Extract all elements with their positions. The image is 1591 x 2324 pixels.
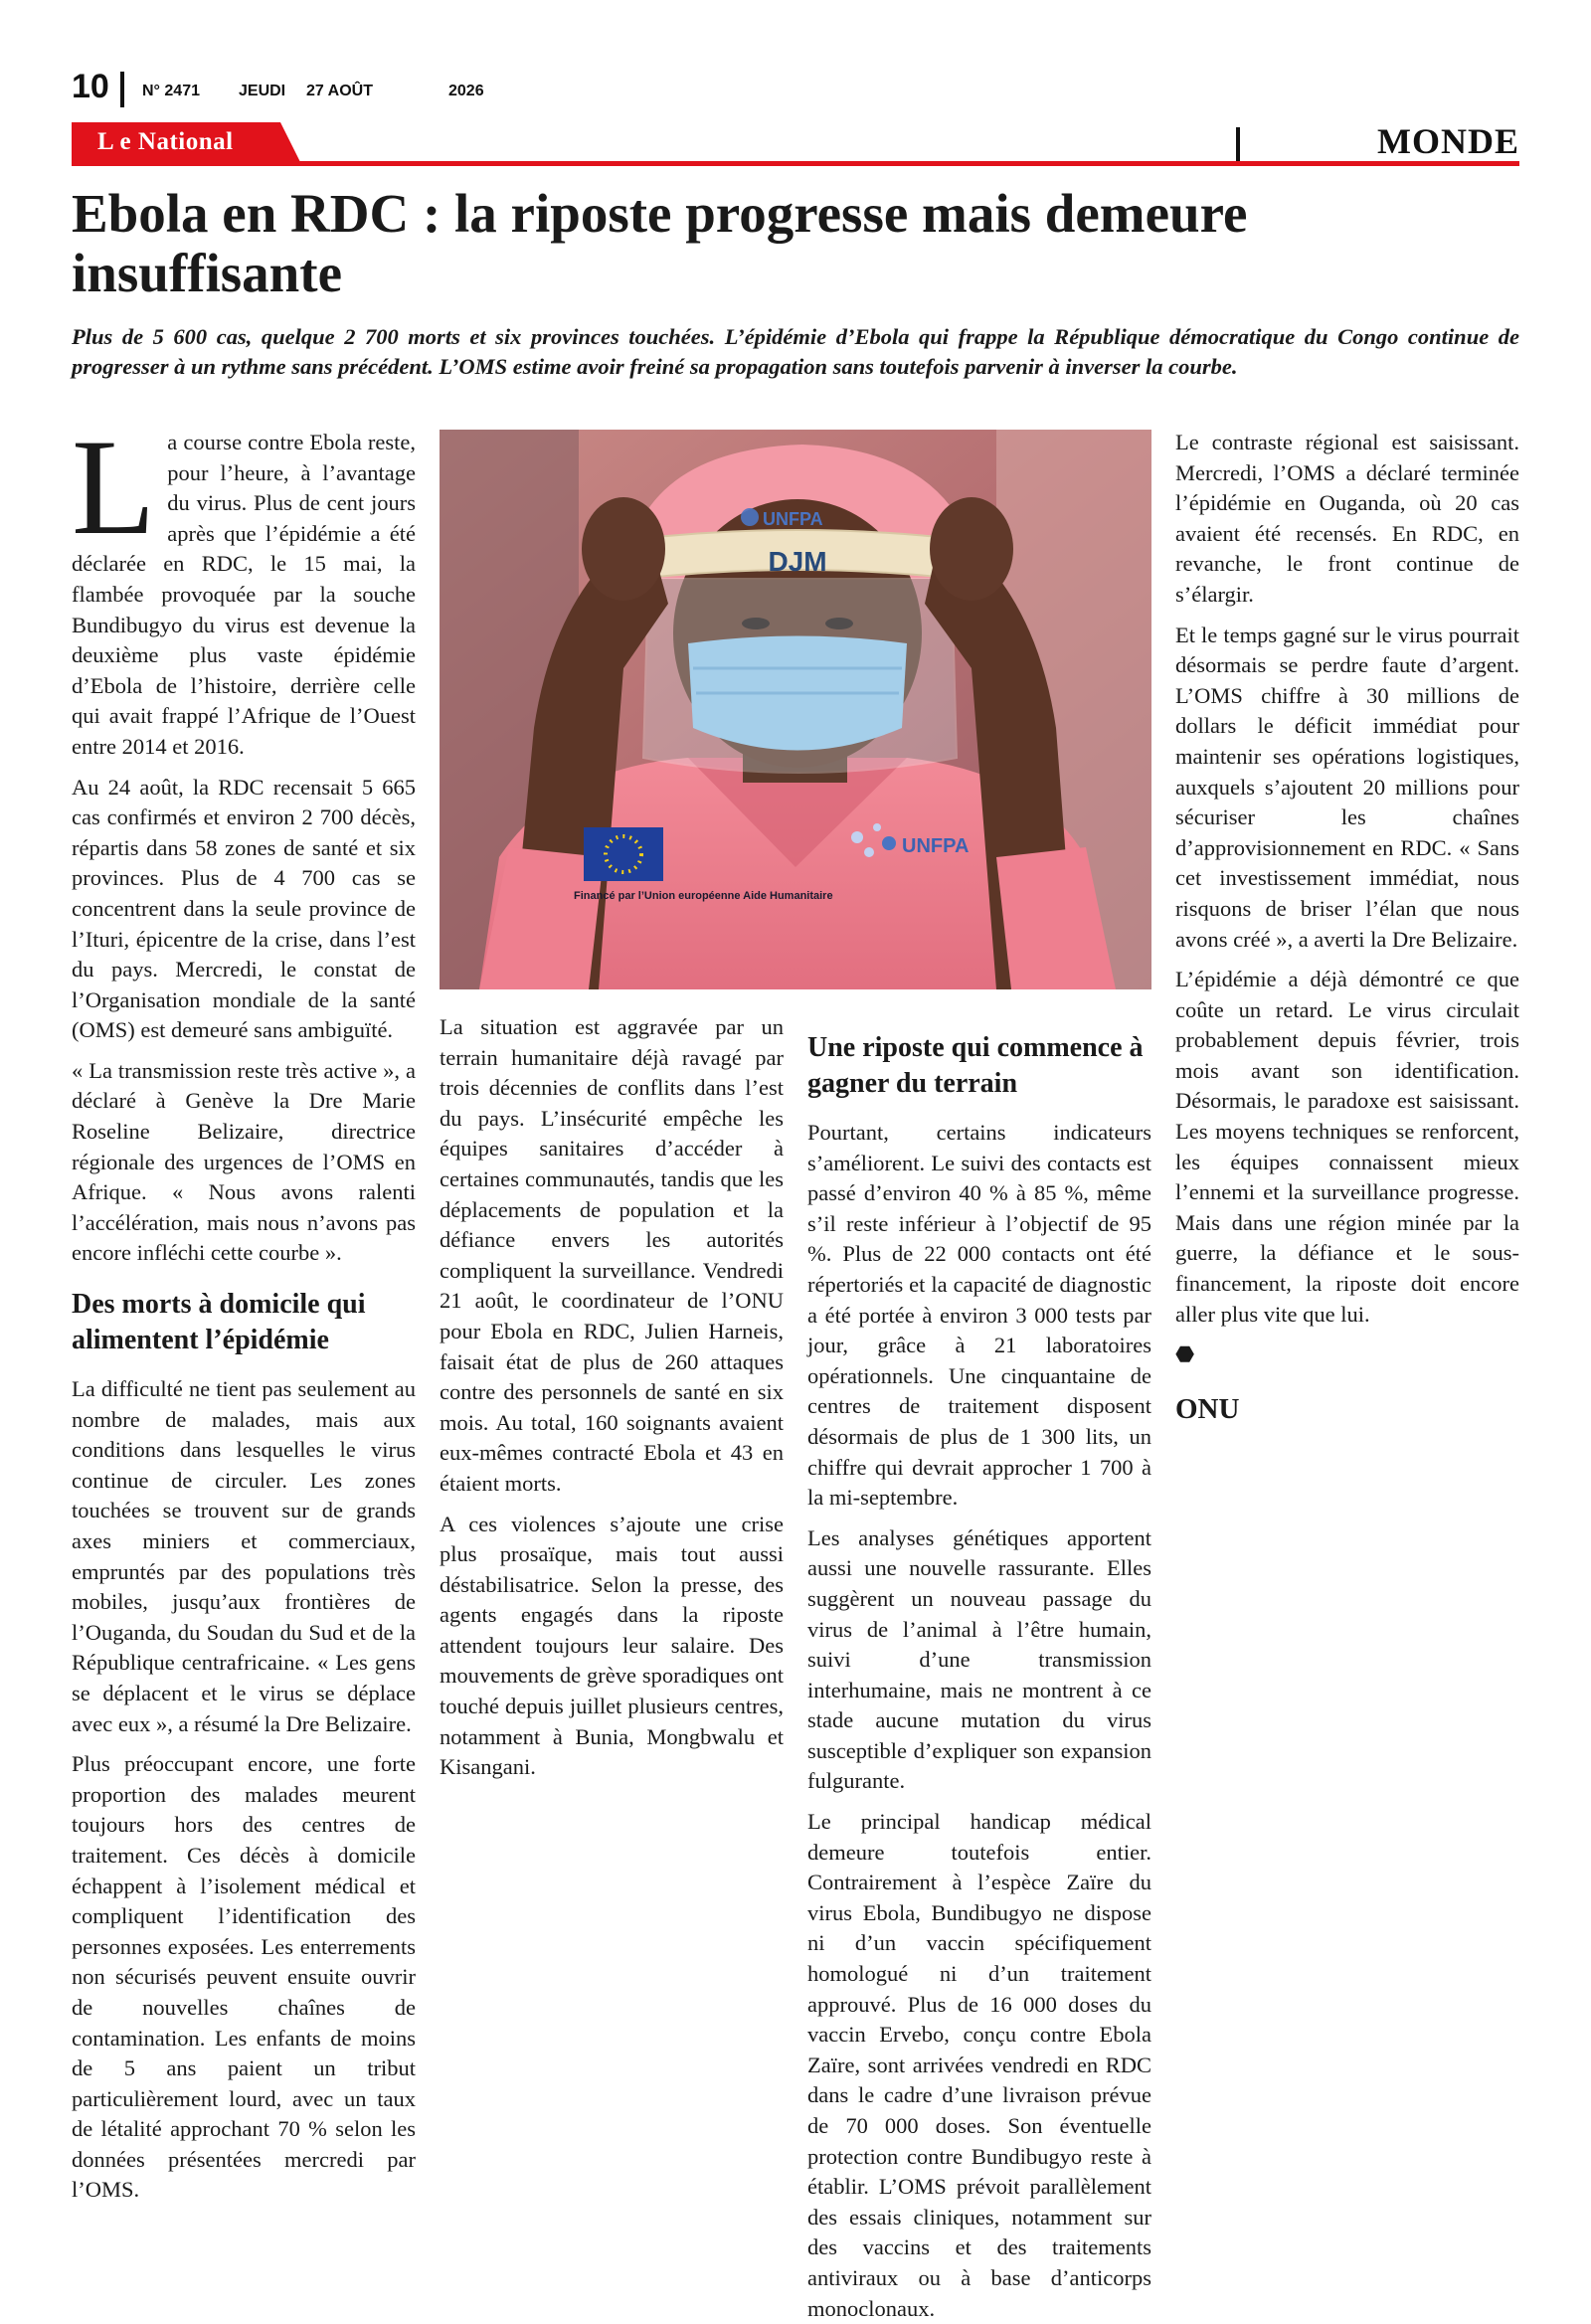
issue-day: JEUDI — [239, 83, 286, 99]
paragraph: A ces violences s’ajoute une crise plus prosaïque, mais tout aussi déstabilisatrice. Selon la presse, des agents engagés dans la riposte attendent toujours leur salaire. Des mouvements de grève sporadiques ont touché depuis juillet plusieurs centres, notamment à Bunia, Mongbwalu et Kisangani. — [440, 1511, 784, 1780]
article-headline: Ebola en RDC : la riposte progresse mais demeure insuffisante — [72, 183, 1248, 303]
eu-badge-text: Financé par l’Union européenne Aide Humanitaire — [574, 890, 833, 902]
paragraph: Pourtant, certains indicateurs s’améliorent. Le suivi des contacts est passé d’environ 40 % à 85 %, même s’il reste inférieur à l’objectif de 95 %. Plus de 22 000 contacts ont été répertoriés et la capacité de diagnostic a été portée à environ 3 000 tests par jour, grâce à 21 laboratoires opérationnels. Une cinquantaine de centres de traitement disposent désormais de plus de 1 300 lits, un chiffre qui devrait approcher 1 700 à la mi-septembre. — [807, 1120, 1151, 1511]
paragraph: La difficulté ne tient pas seulement au nombre de malades, mais aux conditions dans lesquelles le virus continue de circuler. Les zones touchées se trouvent sur de grands axes miniers et commerciaux, empruntés par des populations très mobiles, jusqu’aux frontières de l’Ouganda, du Soudan du Sud et de la République centrafricaine. « Les gens se déplacent et le virus se déplace avec eux », a résumé la Dre Belizaire. — [72, 1376, 416, 1736]
end-mark-icon: ⬣ — [1175, 1341, 1195, 1367]
article-photo — [440, 430, 1151, 989]
issue-year: 2026 — [448, 83, 484, 99]
folio-divider — [120, 72, 124, 107]
subheading: Une riposte qui commence à gagner du terrain — [807, 1032, 1144, 1099]
paragraph: Le principal handicap médical demeure toutefois entier. Contrairement à l’espèce Zaïre du virus Ebola, Bundibugyo ne dispose ni d’un vaccin spécifiquement homologué ni d’un traitement approuvé. Plus de 16 000 doses du vaccin Ervebo, conçu contre Ebola Zaïre, sont arrivées vendredi en RDC dans le cadre d’une livraison prévue de 70 000 doses. Son éventuelle protection contre Bundibugyo reste à établir. L’OMS prévoit parallèlement des essais cliniques, notamment sur des vaccins et des traitements antiviraux ou à base d’anticorps monoclonaux. — [807, 1809, 1151, 2321]
subheading: Des morts à domicile qui alimentent l’épidémie — [72, 1289, 366, 1356]
paragraph: Le contraste régional est saisissant. Mercredi, l’OMS a déclaré terminée l’épidémie en Ouganda, où 20 cas avaient été recensés. En RDC, en revanche, le front continue de s’élargir. — [1175, 430, 1519, 607]
paragraph: L’épidémie a déjà démontré ce que coûte un retard. Le virus circulait probablement depuis février, trois mois avant son identification. Désormais, le paradoxe est saisissant. Les moyens techniques se renforcent, les équipes connaissent mieux l’ennemi et la surveillance progresse. Mais dans une région minée par la guerre, la défiance et le sous-financement, la riposte doit encore aller plus vite que lui. — [1175, 967, 1519, 1327]
issue-number: N° 2471 — [142, 83, 200, 99]
column-2 — [440, 1012, 784, 2106]
drop-cap: L — [72, 411, 156, 563]
paragraph: Au 24 août, la RDC recensait 5 665 cas confirmés et environ 2 700 décès, répartis dans 58 zones de santé et six provinces. Plus de 4 700 cas se concentrent dans la seule province de l’Ituri, épicentre de la crise, dans l’est du pays. Mercredi, le constat de l’Organisation mondiale de la santé (OMS) est demeuré sans ambiguïté. — [72, 774, 416, 1043]
article-signature: ONU — [1175, 1392, 1240, 1425]
column-1 — [72, 411, 416, 2203]
paragraph: Et le temps gagné sur le virus pourrait désormais se perdre faute d’argent. L’OMS chiffre à 30 millions de dollars le déficit immédiat pour maintenir ses opérations logistiques, auxquels s’ajoutent 20 millions pour sécuriser les chaînes d’approvisionnement en RDC. « Sans cet investissement immédiat, nous risquons de briser l’élan que nous avons créé », a averti la Dre Belizaire. — [1175, 622, 1519, 952]
paragraph: Les analyses génétiques apportent aussi une nouvelle rassurante. Elles suggèrent un nouveau passage du virus de l’animal à l’être humain, suivi d’une transmission interhumaine, mais ne montrent à ce stade aucune mutation du virus susceptible d’expliquer son expansion fulgurante. — [807, 1524, 1151, 1794]
page-number: 10 — [72, 68, 109, 105]
issue-date: 27 AOÛT — [306, 83, 373, 99]
chest-logo: UNFPA — [902, 835, 970, 857]
paragraph: Plus préoccupant encore, une forte proportion des malades meurent toujours hors des centres de traitement. Ces décès à domicile échappent à l’isolement médical et compliquent l’identification des personnes exposées. Les enterrements non sécurisés peuvent ensuite ouvrir de nouvelles chaînes de contamination. Les enfants de moins de 5 ans paient un tribut particulièrement lourd, avec un taux de létalité approchant 70 % selon les données présentées mercredi par l’OMS. — [72, 1751, 416, 2203]
paragraph: La situation est aggravée par un terrain humanitaire déjà ravagé par trois décennies de conflits dans l’est du pays. L’insécurité empêche les équipes sanitaires d’accéder à certaines communautés, tandis que les déplacements de population et la défiance envers les autorités compliquent la surveillance. Vendredi 21 août, le coordinateur de l’ONU pour Ebola en RDC, Julien Harneis, faisait état de plus de 260 attaques contre des personnels de santé en six mois. Au total, 160 soignants avaient eux-mêmes contracté Ebola et 43 en étaient morts. — [440, 1014, 784, 1496]
shield-label: DJM — [768, 546, 827, 577]
publication-name: L e National — [97, 128, 234, 155]
column-3 — [807, 1012, 1151, 2321]
paragraph: La course contre Ebola reste, pour l’heure, à l’avantage du virus. Plus de cent jours après que l’épidémie a été déclarée en RDC, le 15 mai, la flambée provoquée par la souche Bundibugyo du virus est devenue la deuxième plus vaste épidémie d’Ebola de l’histoire, derrière celle qui avait frappé l’Afrique de l’Ouest entre 2014 et 2016. — [72, 411, 416, 759]
paragraph: « La transmission reste très active », a déclaré à Genève la Dre Marie Roseline Belizaire, directrice régionale des urgences de l’OMS en Afrique. « Nous avons ralenti l’accélération, mais nous n’avons pas encore infléchi cette courbe ». — [72, 1057, 416, 1266]
section-title: MONDE — [1377, 121, 1519, 161]
article-lede: Plus de 5 600 cas, quelque 2 700 morts et six provinces touchées. L’épidémie d’Ebola qui frappe la République démocratique du Congo continue de progresser à un rythme sans précédent. L’OMS estime avoir freiné sa propagation sans toutefois parvenir à inverser la courbe. — [72, 324, 1519, 379]
column-4 — [1175, 428, 1519, 2098]
header-rule — [72, 161, 1519, 166]
health-worker-illustration — [440, 430, 1151, 989]
cap-logo: UNFPA — [763, 509, 823, 529]
section-divider — [1236, 127, 1240, 161]
